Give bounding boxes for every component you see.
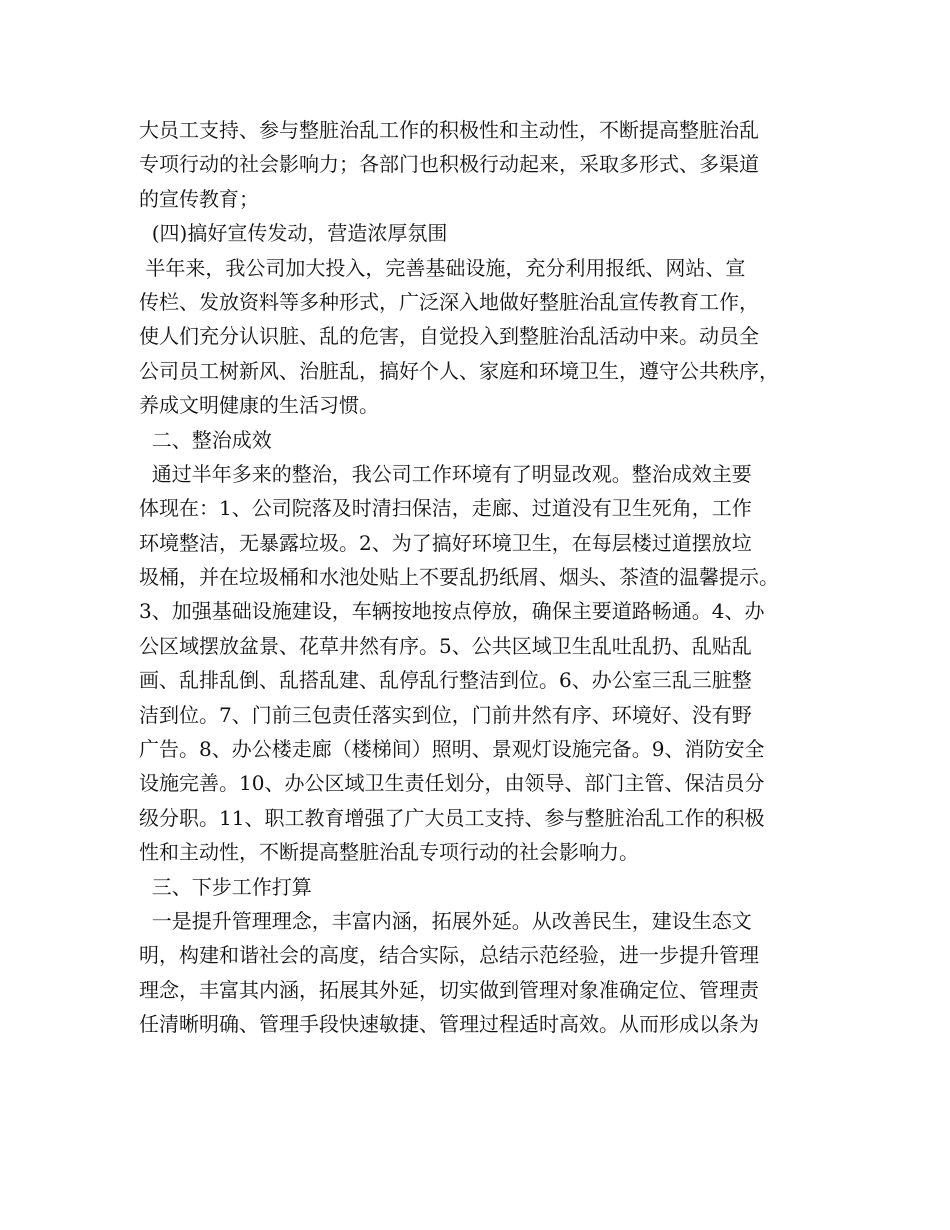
text-line: 半年来，我公司加大投入，完善基础设施，充分利用报纸、网站、宣	[139, 255, 746, 280]
text-line: 一是提升管理理念，丰富内涵，拓展外延。从改善民生，建设生态文	[139, 908, 752, 933]
text-line: 公司员工树新风、治脏乱，搞好个人、家庭和环境卫生，遵守公共秩序，	[139, 358, 779, 383]
text-line: 传栏、发放资料等多种形式，广泛深入地做好整脏治乱宣传教育工作，	[139, 289, 759, 314]
text-line: 环境整洁，无暴露垃圾。2、为了搞好环境卫生，在每层楼过道摆放垃	[139, 530, 752, 555]
text-line: 3、加强基础设施建设，车辆按地按点停放，确保主要道路畅通。4、办	[139, 599, 765, 624]
text-line: 任清晰明确、管理手段快速敏捷、管理过程适时高效。从而形成以条为	[139, 1012, 759, 1037]
text-line: 性和主动性，不断提高整脏治乱专项行动的社会影响力。	[139, 840, 639, 865]
text-line: 画、乱排乱倒、乱搭乱建、乱停乱行整洁到位。6、办公室三乱三脏整	[139, 668, 752, 693]
text-line: 养成文明健康的生活习惯。	[139, 393, 379, 418]
text-line: 理念，丰富其内涵，拓展其外延，切实做到管理对象准确定位、管理责	[139, 977, 759, 1002]
text-line: 专项行动的社会影响力；各部门也积极行动起来，采取多形式、多渠道	[139, 152, 759, 177]
text-line: 级分职。11、职工教育增强了广大员工支持、参与整脏治乱工作的积极	[139, 805, 765, 830]
text-line: 使人们充分认识脏、乱的危害，自觉投入到整脏治乱活动中来。动员全	[139, 324, 759, 349]
text-line: 的宣传教育；	[139, 186, 259, 211]
section-heading: 三、下步工作打算	[139, 874, 312, 899]
text-line: 通过半年多来的整治，我公司工作环境有了明显改观。整治成效主要	[139, 461, 752, 486]
text-line: 圾桶，并在垃圾桶和水池处贴上不要乱扔纸屑、烟头、茶渣的温馨提示。	[139, 565, 779, 590]
text-line: 明，构建和谐社会的高度，结合实际，总结示范经验，进一步提升管理	[139, 943, 759, 968]
text-line: 公区域摆放盆景、花草井然有序。5、公共区域卫生乱吐乱扔、乱贴乱	[139, 633, 752, 658]
text-line: 洁到位。7、门前三包责任落实到位，门前井然有序、环境好、没有野	[139, 702, 752, 727]
text-line: 设施完善。10、办公区域卫生责任划分，由领导、部门主管、保洁员分	[139, 771, 765, 796]
section-heading: (四)搞好宣传发动，营造浓厚氛围	[139, 221, 448, 246]
document-body	[139, 113, 839, 1042]
text-line: 大员工支持、参与整脏治乱工作的积极性和主动性，不断提高整脏治乱	[139, 118, 759, 142]
section-heading: 二、整治成效	[139, 427, 272, 452]
text-line: 广告。8、办公楼走廊（楼梯间）照明、景观灯设施完备。9、消防安全	[139, 737, 765, 762]
text-line: 体现在：1、公司院落及时清扫保洁，走廊、过道没有卫生死角，工作	[139, 496, 752, 521]
